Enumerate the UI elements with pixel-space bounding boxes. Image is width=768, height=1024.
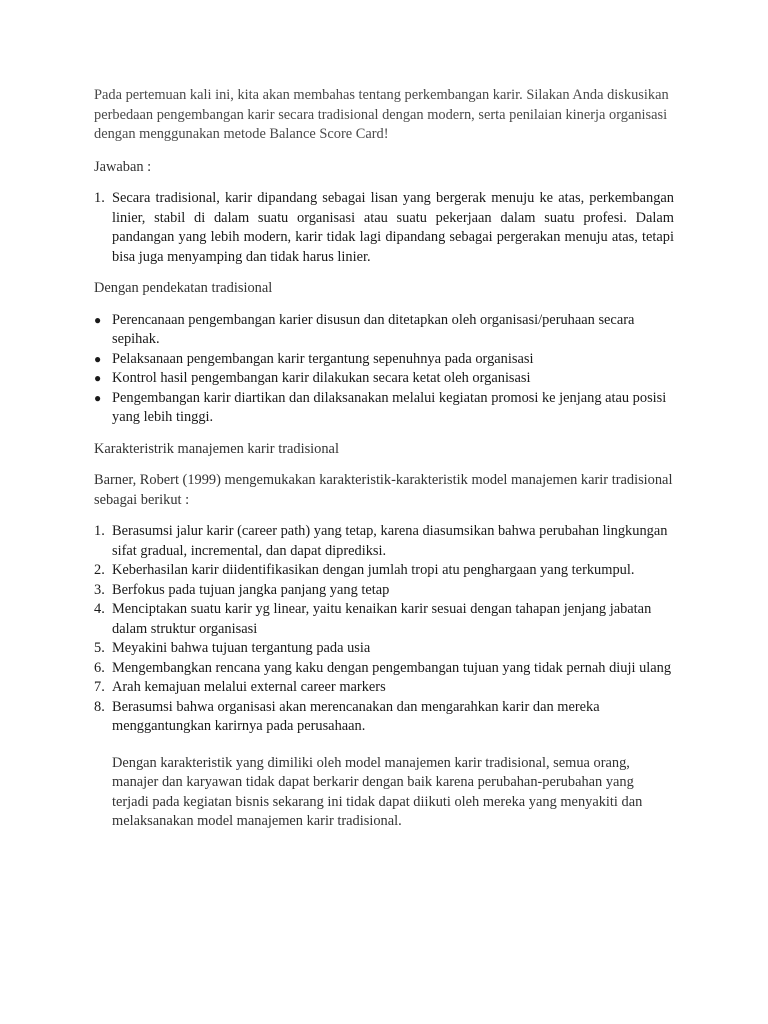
- list-number: 3.: [94, 581, 105, 598]
- list-item: [94, 581, 674, 601]
- list-item: [94, 659, 674, 679]
- list-item: [94, 522, 674, 561]
- list-text: Mengembangkan rencana yang kaku dengan pengembangan tujuan yang tidak pernah diuji ulang: [112, 659, 672, 676]
- conclusion-paragraph: Dengan karakteristik yang dimiliki oleh model manajemen karir tradisional, semua orang, manajer dan karyawan tidak dapat berkarir dengan baik karena perubahan-perubahan yang terjadi pada kegiatan bisnis sekarang ini tidak dapat diikuti oleh mereka yang menyakiti dan melaksanakan model manajemen karir tradisional.: [112, 754, 643, 829]
- list-text: Keberhasilan karir diidentifikasikan dengan jumlah tropi atu penghargaan yang terkumpul.: [112, 562, 635, 578]
- list-item: [94, 389, 674, 428]
- list-text: Arah kemajuan melalui external career markers: [112, 679, 386, 695]
- characteristics-heading: Karakteristrik manajemen karir tradisional: [94, 440, 339, 457]
- bullet-icon: ●: [94, 312, 102, 327]
- list-item: [94, 350, 674, 370]
- bullet-text: Perencanaan pengembangan karier disusun dan ditetapkan oleh organisasi/peruhaan secara sepihak.: [112, 311, 635, 347]
- bullet-text: Pelaksanaan pengembangan karir tergantung sepenuhnya pada organisasi: [112, 350, 534, 367]
- list-item: [94, 369, 674, 389]
- list-item: [94, 600, 674, 639]
- characteristics-list: [94, 522, 674, 737]
- answer-text: Secara tradisional, karir dipandang sebagai lisan yang bergerak menuju ke atas, perkembangan linier, stabil di dalam suatu organisasi atau suatu pekerjaan dalam suatu profesi. Dalam pandangan yang lebih modern, karir tidak lagi dipandang sebagai pergerakan menuju atas, tetapi bisa juga menyamping dan tidak harus linier.: [112, 190, 674, 265]
- list-number: 1.: [94, 190, 105, 206]
- answer-label: Jawaban :: [94, 158, 152, 175]
- list-number: 8.: [94, 698, 105, 715]
- list-text: Menciptakan suatu karir yg linear, yaitu kenaikan karir sesuai dengan tahapan jenjang jabatan dalam struktur organisasi: [112, 601, 652, 637]
- traditional-bullet-list: [94, 311, 674, 428]
- list-item: [94, 639, 674, 659]
- list-text: Berfokus pada tujuan jangka panjang yang tetap: [112, 581, 390, 598]
- bullet-icon: ●: [94, 371, 102, 385]
- answer-list: [94, 189, 674, 267]
- traditional-heading: Dengan pendekatan tradisional: [94, 280, 273, 296]
- list-number: 6.: [94, 659, 105, 676]
- bullet-text: Kontrol hasil pengembangan karir dilakukan secara ketat oleh organisasi: [112, 370, 531, 386]
- list-number: 2.: [94, 562, 105, 578]
- list-text: Berasumsi jalur karir (career path) yang tetap, karena diasumsikan bahwa perubahan lingkungan sifat gradual, incremental, dan dapat diprediksi.: [112, 523, 668, 559]
- list-number: 1.: [94, 523, 105, 539]
- list-number: 4.: [94, 601, 105, 617]
- bullet-icon: ●: [94, 390, 102, 405]
- barner-intro: Barner, Robert (1999) mengemukakan karakteristik-karakteristik model manajemen karir tradisional sebagai berikut :: [94, 472, 673, 508]
- list-item: [94, 311, 674, 350]
- list-item: [94, 698, 674, 737]
- intro-paragraph: Pada pertemuan kali ini, kita akan membahas tentang perkembangan karir. Silakan Anda diskusikan perbedaan pengembangan karir secara tradisional dengan modern, serta penilaian kinerja organisasi dengan menggunakan metode Balance Score Card!: [94, 87, 669, 142]
- list-number: 7.: [94, 679, 105, 695]
- bullet-icon: ●: [94, 351, 102, 366]
- list-text: Meyakini bahwa tujuan tergantung pada usia: [112, 640, 371, 656]
- list-item: [94, 678, 674, 698]
- list-number: 5.: [94, 640, 105, 656]
- list-item: [94, 561, 674, 581]
- list-text: Berasumsi bahwa organisasi akan merencanakan dan mengarahkan karir dan mereka menggantungkan karirnya pada perusahaan.: [112, 698, 600, 734]
- bullet-text: Pengembangan karir diartikan dan dilaksanakan melalui kegiatan promosi ke jenjang atau posisi yang lebih tinggi.: [112, 389, 667, 425]
- answer-item: [94, 189, 674, 267]
